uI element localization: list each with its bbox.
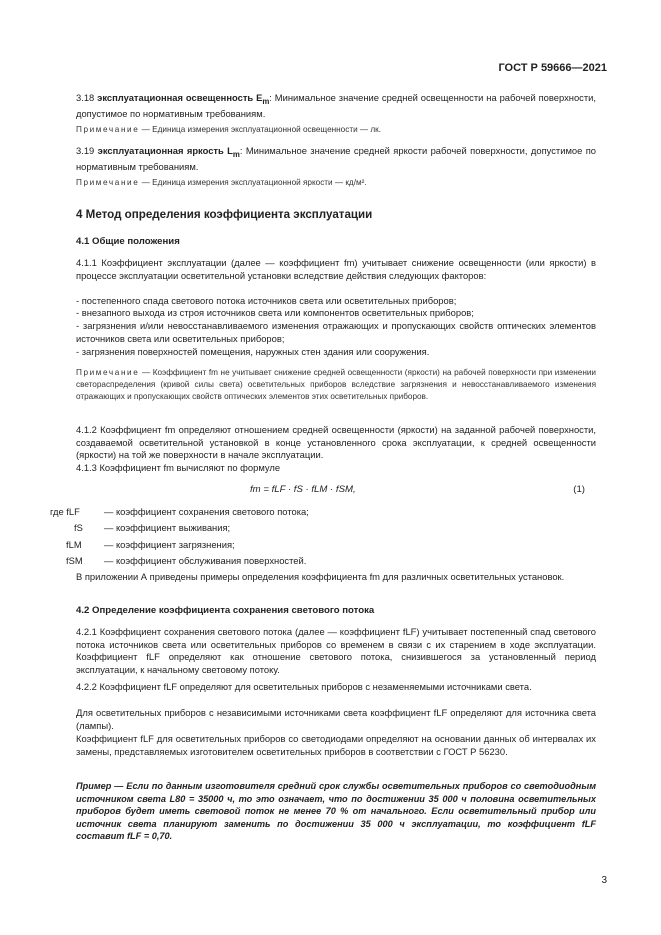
- term-3-19: [76, 145, 596, 174]
- paragraph-4-2-2-b: Для осветительных приборов с независимыми источниками света коэффициент fLF определяют для источника света (лампы).: [76, 707, 596, 731]
- term-subscript: m: [262, 96, 270, 106]
- paragraph-4-1-2: 4.1.2 Коэффициент fm определяют отношением средней освещенности (яркости) на заданной рабочей поверхности, создаваемой осветительной установкой в конце установленного срока эксплуатации, к средней освещенности (яркости) на той же поверхности в начале эксплуатации.: [76, 424, 596, 461]
- standard-header: ГОСТ Р 59666—2021: [498, 62, 607, 74]
- note-fm: [76, 367, 596, 402]
- note-label: Примечание: [76, 368, 140, 377]
- where-symbol: fS: [74, 522, 83, 533]
- term-lead: 3.19: [76, 145, 98, 156]
- factor-item: - загрязнения поверхностей помещения, наружных стен здания или сооружения.: [76, 346, 430, 357]
- factor-item: - загрязнения и/или невосстанавливаемого изменения отражающих и пропускающих свойств оптических элементов источников света или осветительных приборов;: [76, 320, 596, 344]
- note-illuminance: [76, 124, 596, 136]
- term-subscript: m: [232, 149, 240, 159]
- where-symbol: где fLF: [50, 506, 80, 517]
- paragraph-appendix: В приложении А приведены примеры определения коэффициента fm для различных осветительных установок.: [76, 571, 565, 582]
- term-3-18: [76, 92, 596, 121]
- paragraph-4-2-1: 4.2.1 Коэффициент сохранения светового потока (далее — коэффициент fLF) учитывает постепенный спад светового потока источников света или осветительных приборов со временем в связи с их старением в ходе эксплуатации. Коэффициент fLF определяют как отношение светового потока, снизившегося за установленный период эксплуатации, к начальному световому потоку.: [76, 626, 596, 675]
- where-description: — коэффициент обслуживания поверхностей.: [104, 555, 307, 566]
- paragraph-4-2-2-c: Коэффициент fLF для осветительных приборов со светодиодами определяют на основании данных об интервалах их замены, представляемых изготовителем осветительных приборов в соответствии с ГОСТ Р 56230.: [76, 733, 596, 757]
- term-definition: : Минимальное значение средней освещенности на рабочей поверхности, допустимое по нормативным требованиям.: [76, 92, 596, 120]
- paragraph-4-1-3: 4.1.3 Коэффициент fm вычисляют по формуле: [76, 462, 281, 473]
- note-label: Примечание: [76, 125, 140, 134]
- where-description: — коэффициент загрязнения;: [104, 539, 235, 550]
- where-description: — коэффициент сохранения светового потока;: [104, 506, 309, 517]
- factor-item: - постепенного спада светового потока источников света или осветительных приборов;: [76, 295, 457, 306]
- section-4-heading: 4 Метод определения коэффициента эксплуатации: [76, 208, 373, 221]
- paragraph-4-2-2: 4.2.2 Коэффициент fLF определяют для осветительных приборов с незаменяемыми источниками света.: [76, 681, 532, 692]
- section-4-1-heading: 4.1 Общие положения: [76, 236, 180, 247]
- where-description: — коэффициент выживания;: [104, 522, 231, 533]
- example-block: Пример — Если по данным изготовителя средний срок службы осветительных приборов со светодиодным источником света L80 = 35000 ч, то это означает, что по достижении 35 000 ч половина осветительных приборов будет иметь световой поток не менее 70 % от начального. Если осветительный прибор или источник света планируют заменить по достижении 35 000 ч эксплуатации, то коэффициент fLF составит fLF = 0,70.: [76, 781, 596, 842]
- term-definition: : Минимальное значение средней яркости рабочей поверхности, допустимое по нормативным требованиям.: [76, 145, 596, 173]
- term-title: эксплуатационная яркость L: [97, 145, 233, 156]
- note-text: — Коэффициент fm не учитывает снижение средней освещенности (яркости) на рабочей поверхности при изменении светораспределения (кривой силы света) осветительных приборов вследствие загрязнения и невосстанавливаемого изменения отражающих и пропускающих свойств оптических элементов этих осветительных приборов.: [76, 368, 596, 401]
- where-symbol: fLM: [66, 539, 82, 550]
- factor-item: - внезапного выхода из строя источников света или компонентов осветительных приборов;: [76, 307, 474, 318]
- section-4-2-heading: 4.2 Определение коэффициента сохранения светового потока: [76, 605, 375, 616]
- paragraph-4-1-1: 4.1.1 Коэффициент эксплуатации (далее — коэффициент fm) учитывает снижение освещенности (или яркости) в процессе эксплуатации осветительной установки вследствие действия следующих факторов:: [76, 257, 596, 281]
- note-label: Примечание: [76, 178, 140, 187]
- note-luminance: [76, 177, 596, 189]
- term-title: эксплуатационная освещенность E: [97, 92, 263, 103]
- formula-1: fm = fLF · fS · fLM · fSM,: [250, 484, 356, 495]
- where-symbol: fSM: [66, 555, 83, 566]
- term-lead: 3.18: [76, 92, 98, 103]
- formula-number: (1): [573, 484, 585, 495]
- note-text: — Единица измерения эксплуатационной освещенности — лк.: [139, 125, 382, 134]
- page-number: 3: [601, 875, 607, 886]
- note-text: — Единица измерения эксплуатационной яркости — кд/м².: [139, 178, 367, 187]
